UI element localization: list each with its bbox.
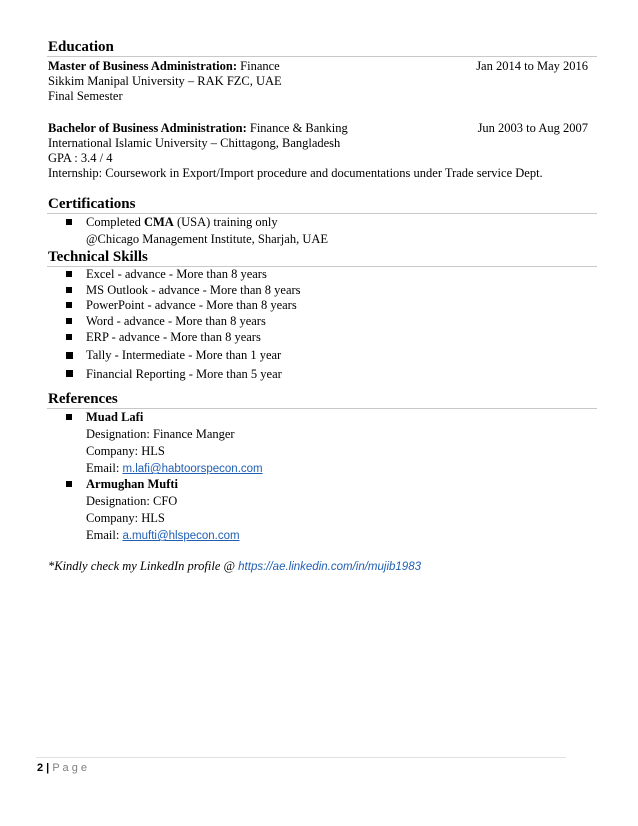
bullet-icon bbox=[66, 287, 72, 293]
skill-item: MS Outlook - advance - More than 8 years bbox=[86, 283, 301, 297]
linkedin-note bbox=[48, 558, 421, 575]
linkedin-link[interactable]: https://ae.linkedin.com/in/mujib1983 bbox=[238, 561, 421, 573]
page-footer bbox=[37, 762, 87, 774]
linkedin-text: *Kindly check my LinkedIn profile @ bbox=[48, 559, 239, 573]
bba-gpa: GPA : 3.4 / 4 bbox=[48, 151, 113, 165]
cert-suffix: (USA) training only bbox=[173, 215, 278, 229]
skill-item: PowerPoint - advance - More than 8 years bbox=[86, 298, 297, 312]
email-label: Email: bbox=[86, 461, 123, 475]
bba-dates: Jun 2003 to Aug 2007 bbox=[477, 121, 588, 135]
skill-item: Word - advance - More than 8 years bbox=[86, 314, 266, 328]
mba-field: Finance bbox=[237, 59, 280, 73]
bba-line bbox=[48, 120, 348, 136]
mba-university: Sikkim Manipal University – RAK FZC, UAE bbox=[48, 74, 282, 88]
skill-item: Excel - advance - More than 8 years bbox=[86, 267, 267, 281]
mba-degree: Master of Business Administration: bbox=[48, 59, 238, 73]
section-divider bbox=[47, 56, 597, 57]
page-label: P a g e bbox=[52, 762, 87, 774]
bba-university: International Islamic University – Chittagong, Bangladesh bbox=[48, 136, 341, 150]
bba-internship: Internship: Coursework in Export/Import procedure and documentations under Trade service Dept. bbox=[48, 166, 543, 180]
bullet-icon bbox=[66, 481, 72, 487]
mba-line bbox=[48, 58, 280, 74]
bullet-icon bbox=[66, 302, 72, 308]
reference-email-line bbox=[86, 527, 240, 544]
mba-dates: Jan 2014 to May 2016 bbox=[476, 59, 588, 73]
skill-item: ERP - advance - More than 8 years bbox=[86, 330, 261, 344]
bullet-icon bbox=[66, 334, 72, 340]
reference-company: Company: HLS bbox=[86, 511, 165, 525]
skills-heading: Technical Skills bbox=[48, 249, 148, 265]
cert-prefix: Completed bbox=[86, 215, 144, 229]
skill-item: Financial Reporting - More than 5 year bbox=[86, 367, 282, 381]
reference-company: Company: HLS bbox=[86, 444, 165, 458]
bullet-icon bbox=[66, 318, 72, 324]
footer-separator: | bbox=[43, 762, 53, 774]
bullet-icon bbox=[66, 370, 73, 377]
mba-status: Final Semester bbox=[48, 89, 123, 103]
reference-email-line bbox=[86, 460, 263, 477]
reference-email-link[interactable]: a.mufti@hlspecon.com bbox=[122, 530, 240, 542]
certification-item bbox=[86, 214, 278, 230]
bba-field: Finance & Banking bbox=[246, 121, 348, 135]
bullet-icon bbox=[66, 271, 72, 277]
cert-name: CMA bbox=[143, 215, 174, 229]
reference-email-link[interactable]: m.lafi@habtoorspecon.com bbox=[122, 463, 263, 475]
footer-divider bbox=[36, 757, 566, 758]
certifications-heading: Certifications bbox=[48, 196, 136, 212]
education-heading: Education bbox=[48, 39, 114, 55]
page-number: 2 bbox=[37, 762, 44, 774]
bullet-icon bbox=[66, 414, 72, 420]
reference-designation: Designation: Finance Manger bbox=[86, 427, 235, 441]
reference-name: Muad Lafi bbox=[86, 410, 144, 424]
email-label: Email: bbox=[86, 528, 123, 542]
certification-institute: @Chicago Management Institute, Sharjah, UAE bbox=[86, 232, 329, 246]
bullet-icon bbox=[66, 219, 72, 225]
reference-designation: Designation: CFO bbox=[86, 494, 178, 508]
skill-item: Tally - Intermediate - More than 1 year bbox=[86, 348, 282, 362]
references-heading: References bbox=[48, 391, 118, 407]
bba-degree: Bachelor of Business Administration: bbox=[48, 121, 247, 135]
reference-name: Armughan Mufti bbox=[86, 477, 179, 491]
bullet-icon bbox=[66, 352, 73, 359]
